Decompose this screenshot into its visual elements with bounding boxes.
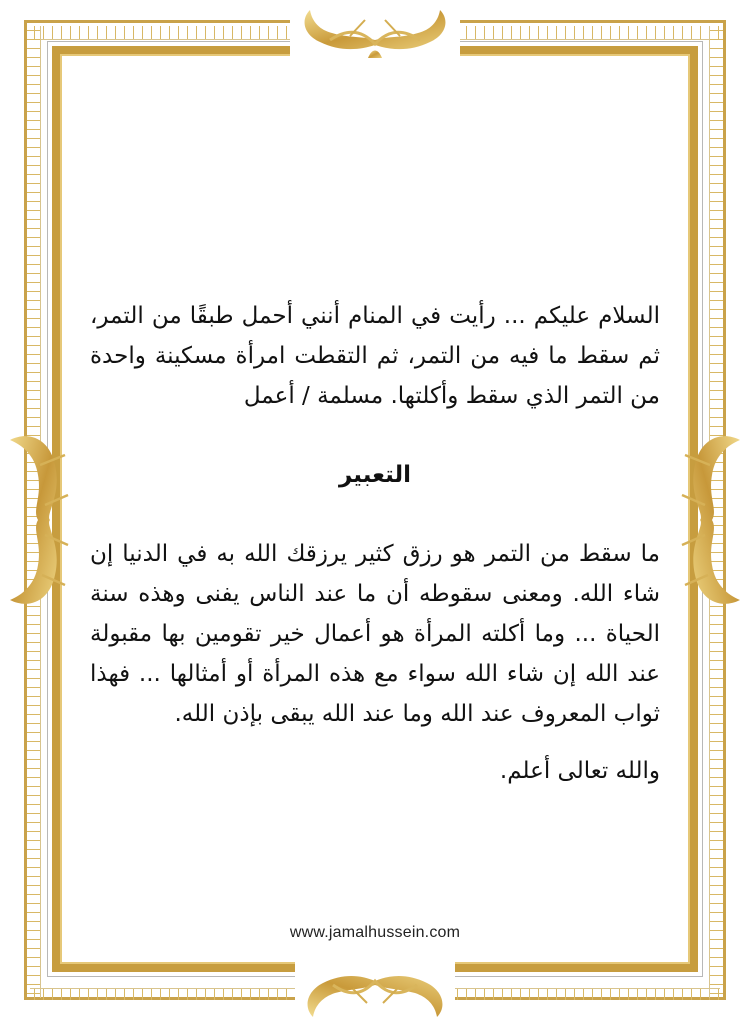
- ornament-bottom-icon: [295, 955, 455, 1025]
- interpretation-heading: التعبير: [339, 462, 411, 488]
- website-url: www.jamalhussein.com: [289, 924, 461, 941]
- ornament-right-icon: [655, 425, 750, 615]
- ornament-top-icon: [290, 0, 460, 70]
- ornament-left-icon: [0, 425, 95, 615]
- interpretation-text: ما سقط من التمر هو رزق كثير يرزقك الله به في الدنيا إن شاء الله. ومعنى سقوطه أن ما عند الناس يفنى وهذه سنة الحياة ... وما أكلته المرأة هو أعمال خير تقومين بها مقبولة عند الله إن شاء الله سواء مع هذه المرأة أو أمثالها ... فهذا ثواب المعروف عند الله وما عند الله يبقى بإذن الله.: [90, 541, 660, 727]
- closing-text: والله تعالى أعلم.: [499, 758, 660, 784]
- frame-inner-gold-border: [52, 46, 698, 972]
- dream-question-text: السلام عليكم ... رأيت في المنام أنني أحمل طبقًا من التمر، ثم سقط ما فيه من التمر، ثم التقطت امرأة مسكينة واحدة من التمر الذي سقط وأكلتها. مسلمة / أعمل: [90, 303, 660, 409]
